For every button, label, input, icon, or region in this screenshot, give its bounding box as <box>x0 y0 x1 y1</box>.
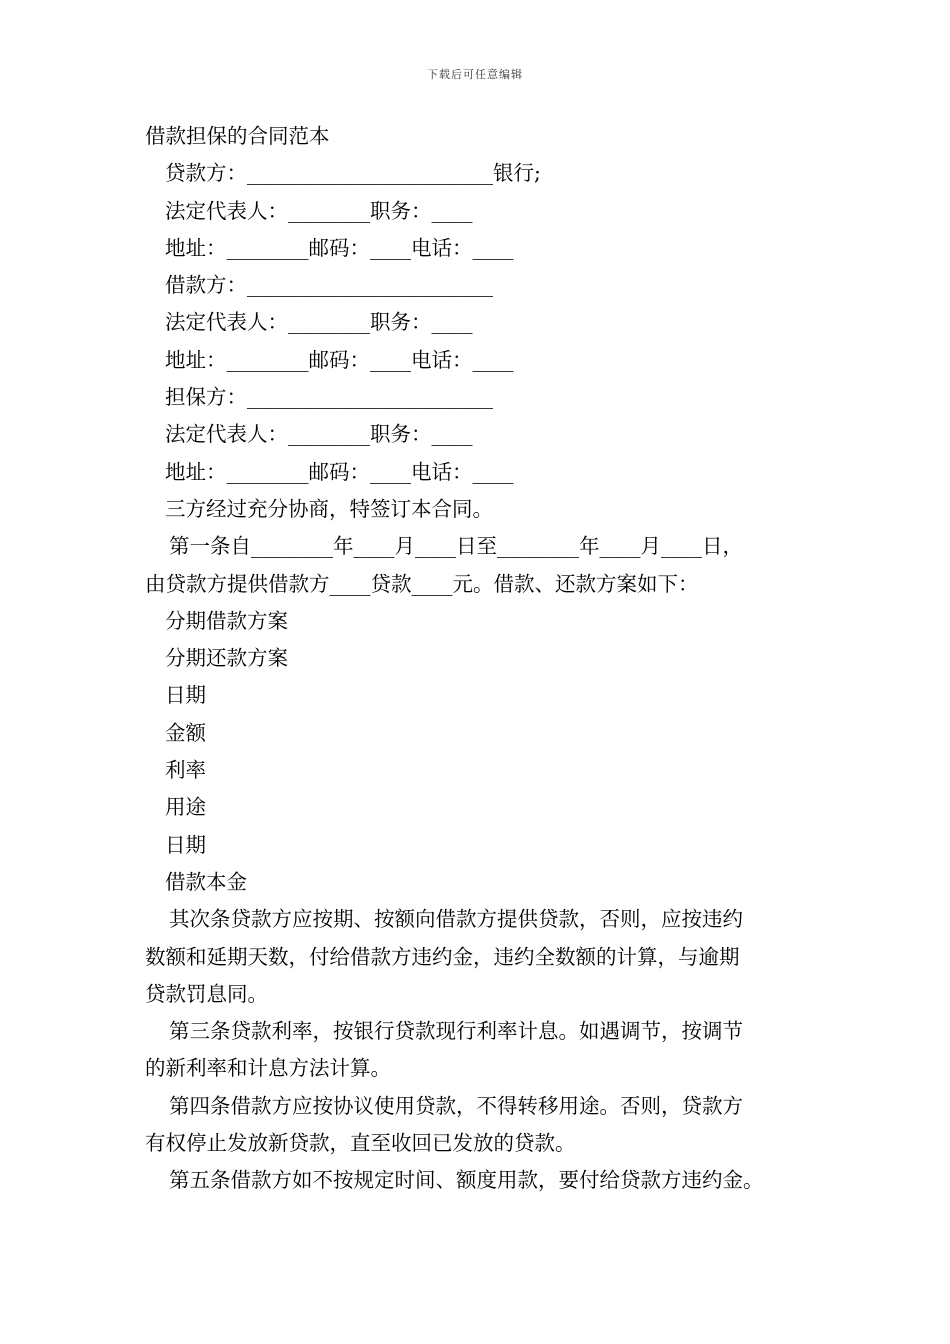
lender-line: 贷款方：________________________银行; <box>165 161 541 186</box>
article-2-line-2: 数额和延期天数，付给借款方违约金，违约全数额的计算，与逾期 <box>145 944 740 969</box>
list-item: 日期 <box>165 683 206 708</box>
lender-representative-line: 法定代表人：________职务：____ <box>165 198 473 223</box>
list-item: 用途 <box>165 795 206 820</box>
list-item: 利率 <box>165 758 206 783</box>
agreement-statement: 三方经过充分协商，特签订本合同。 <box>165 496 493 521</box>
article-4-line-1: 第四条借款方应按协议使用贷款，不得转移用途。否则，贷款方 <box>169 1093 743 1118</box>
guarantor-representative-line: 法定代表人：________职务：____ <box>165 422 473 447</box>
lender-address-line: 地址：________邮码：____电话：____ <box>165 235 514 260</box>
borrower-line: 借款方：________________________ <box>165 273 493 298</box>
article-3-line-1: 第三条贷款利率，按银行贷款现行利率计息。如遇调节，按调节 <box>169 1019 743 1044</box>
contract-document <box>145 118 835 1200</box>
list-item: 金额 <box>165 720 206 745</box>
document-title: 借款担保的合同范本 <box>145 124 330 148</box>
article-3-line-2: 的新利率和计息方法计算。 <box>145 1056 391 1081</box>
list-item: 日期 <box>165 832 206 857</box>
article-1-line-1: 第一条自________年____月____日至________年____月____日， <box>169 534 743 559</box>
guarantor-address-line: 地址：________邮码：____电话：____ <box>165 459 514 484</box>
article-4-line-2: 有权停止发放新贷款，直至收回已发放的贷款。 <box>145 1131 576 1156</box>
article-1-line-2: 由贷款方提供借款方____贷款____元。借款、还款方案如下： <box>145 571 699 596</box>
borrower-address-line: 地址：________邮码：____电话：____ <box>165 347 514 372</box>
list-item: 分期还款方案 <box>165 646 288 671</box>
page-header: 下载后可任意编辑 <box>427 68 523 81</box>
article-2-line-3: 贷款罚息同。 <box>145 981 268 1006</box>
list-item: 借款本金 <box>165 869 247 894</box>
borrower-representative-line: 法定代表人：________职务：____ <box>165 310 473 335</box>
guarantor-line: 担保方：________________________ <box>165 385 493 410</box>
article-5-line-1: 第五条借款方如不按规定时间、额度用款，要付给贷款方违约金。 <box>169 1168 764 1193</box>
list-item: 分期借款方案 <box>165 608 288 633</box>
article-2-line-1: 其次条贷款方应按期、按额向借款方提供贷款，否则，应按违约 <box>169 907 743 932</box>
